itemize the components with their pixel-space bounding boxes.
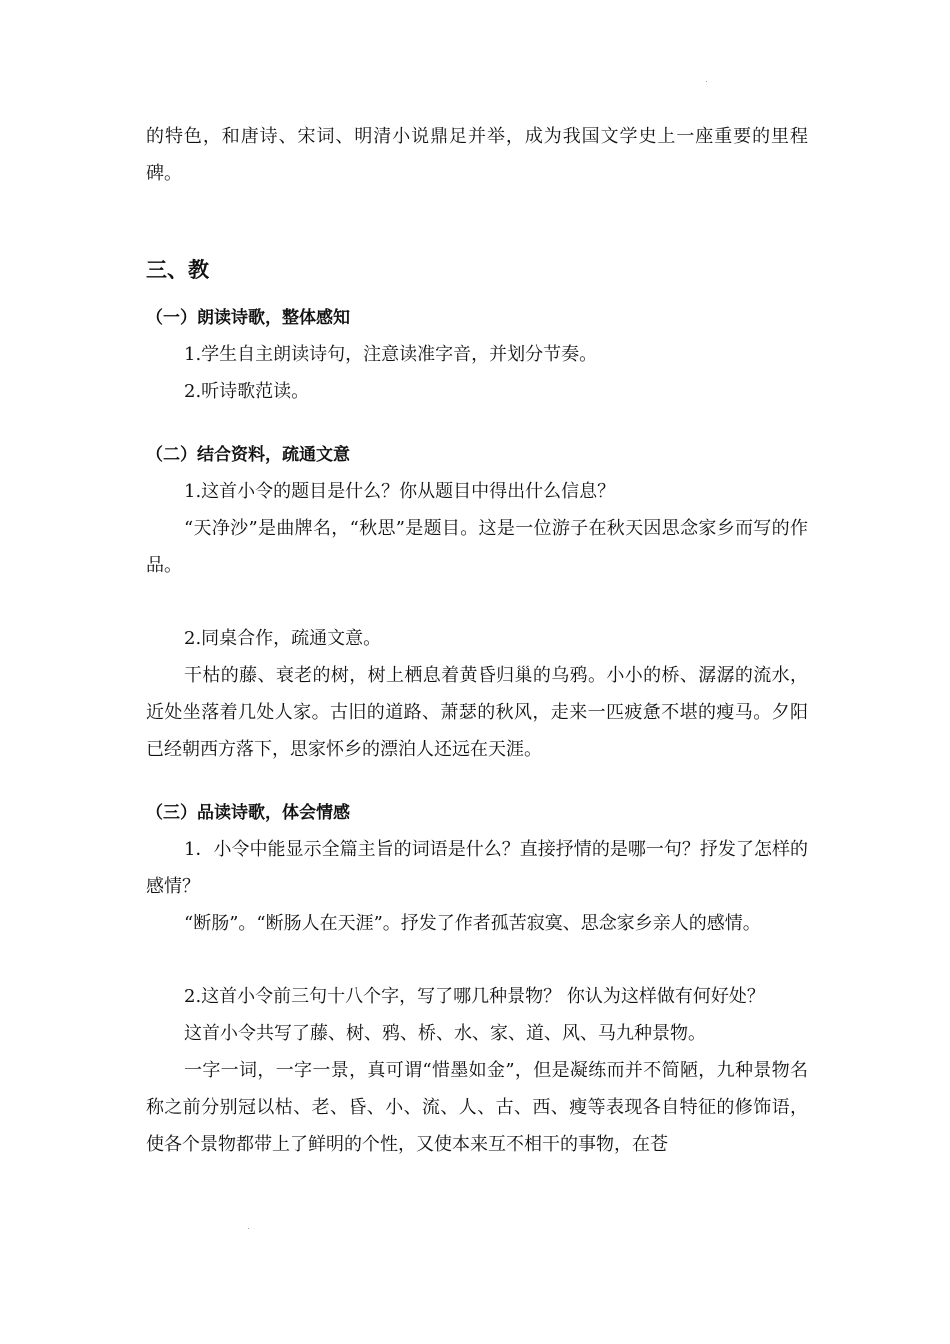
part2-answer-2: 干枯的藤、衰老的树，树上栖息着黄昏归巢的乌鸦。小小的桥、潺潺的流水，近处坐落着几处人家。古旧的道路、萧瑟的秋风，走来一匹疲惫不堪的瘦马。夕阳已经朝西方落下，思家怀乡的漂泊人还远在天涯。 [146, 665, 808, 760]
document-page [146, 118, 808, 1163]
section-title: 三、教 [146, 257, 209, 282]
part1-item-2: 2.听诗歌范读。 [184, 381, 310, 402]
part3-heading: （三）品读诗歌，体会情感 [146, 803, 350, 823]
part3-answer-2a: 这首小令共写了藤、树、鸦、桥、水、家、道、风、马九种景物。 [184, 1023, 706, 1044]
part2-answer-1: “天净沙”是曲牌名，“秋思”是题目。这是一位游子在秋天因思念家乡而写的作品。 [146, 518, 808, 576]
part1-item-1: 1.学生自主朗读诗句，注意读准字音，并划分节奏。 [184, 344, 598, 365]
part2-question-1: 1.这首小令的题目是什么？你从题目中得出什么信息？ [184, 481, 616, 502]
part2-question-2: 2.同桌合作，疏通文意。 [184, 628, 382, 649]
intro-paragraph: 的特色，和唐诗、宋词、明清小说鼎足并举，成为我国文学史上一座重要的里程碑。 [146, 126, 808, 184]
page-mark-bottom: ﹒ [244, 1222, 254, 1232]
page-mark-top: ﹒ [702, 75, 712, 85]
part3-question-1: 1．小令中能显示全篇主旨的词语是什么？直接抒情的是哪一句？抒发了怎样的感情？ [146, 839, 808, 897]
part3-question-2: 2.这首小令前三句十八个字，写了哪几种景物？ 你认为这样做有何好处？ [184, 986, 765, 1007]
part3-answer-1: “断肠”。“断肠人在天涯”。抒发了作者孤苦寂寞、思念家乡亲人的感情。 [184, 913, 761, 934]
part3-answer-2b: 一字一词，一字一景，真可谓“惜墨如金”，但是凝练而并不简陋，九种景物名称之前分别冠以枯、老、昏、小、流、人、古、西、瘦等表现各自特征的修饰语，使各个景物都带上了鲜明的个性，又使本来互不相干的事物，在苍 [146, 1060, 808, 1155]
part2-heading: （二）结合资料，疏通文意 [146, 445, 350, 465]
part1-heading: （一）朗读诗歌，整体感知 [146, 308, 350, 328]
